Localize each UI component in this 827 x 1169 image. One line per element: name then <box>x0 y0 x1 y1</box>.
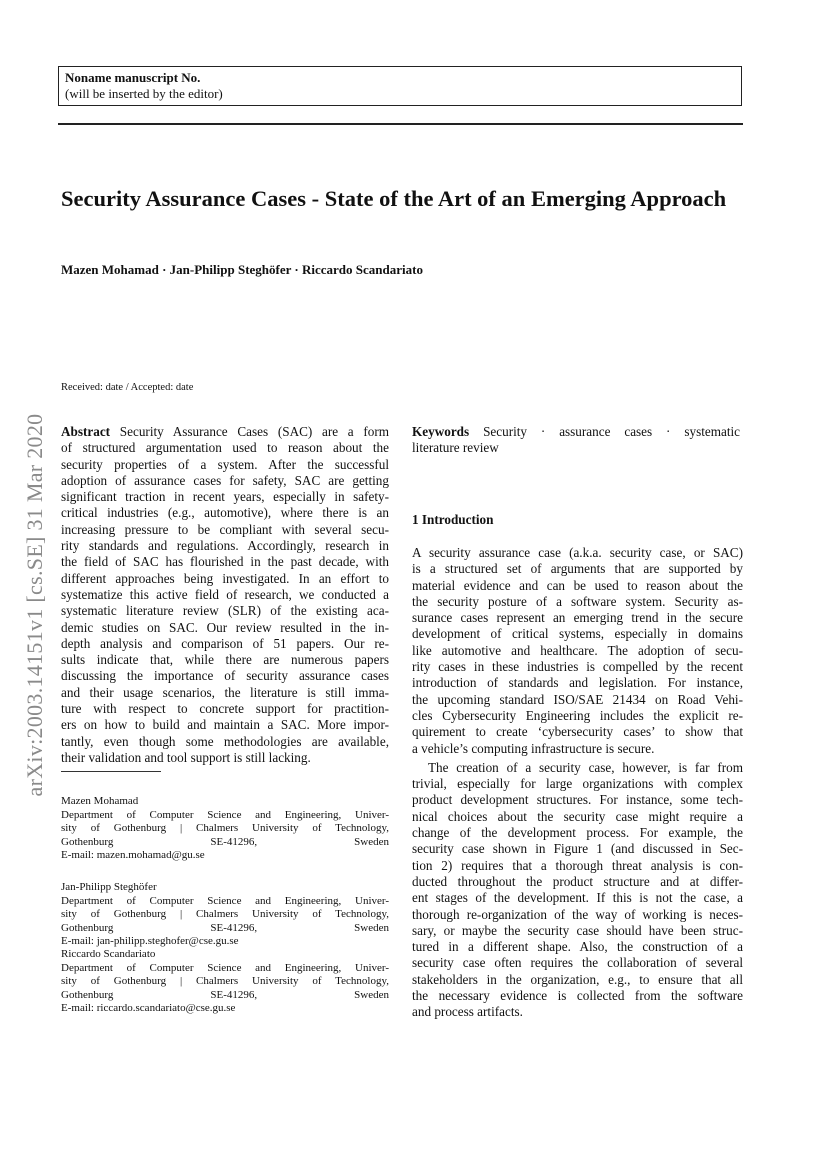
text-line: security case shown in Figure 1 (and discussed in Sec- <box>412 841 743 857</box>
text-line: is a structured set of arguments that are supported by <box>412 561 743 577</box>
text-line: rity standards and regulations. Accordingly, research in <box>61 538 389 554</box>
text-line: tion 2) requires that a thorough threat analysis is con- <box>412 857 743 873</box>
text-line: cles Cybersecurity Engineering includes the explicit re- <box>412 707 743 723</box>
text-line: tantly, even though some methodologies are available, <box>61 733 389 749</box>
author-footnote <box>61 948 389 1016</box>
author-footnote <box>61 881 389 949</box>
text-line: sults indicate that, while there are numerous papers <box>61 652 389 668</box>
text-line: ture with respect to concrete support for practition- <box>61 701 389 717</box>
text-line: systematic literature review (SLR) of the existing aca- <box>61 603 389 619</box>
manuscript-number: Noname manuscript No. <box>65 70 201 85</box>
text-line: systematize this active field of research, we conducted a <box>61 586 389 602</box>
text-line: quirement to create ‘cybersecurity cases’ to show that <box>412 724 743 740</box>
text-line: development of critical systems, especially in domains <box>412 626 743 642</box>
text-line: literature review <box>412 440 499 456</box>
text-line: the necessary evidence is collected from the software <box>412 988 743 1004</box>
text-line: surance cases represent an emerging trend in the secure <box>412 610 743 626</box>
text-line: critical industries (e.g., automotive), where there is an <box>61 505 389 521</box>
text-line: Gothenburg SE-41296, Sweden <box>61 921 389 934</box>
text-line: security properties of a system. After the successful <box>61 456 389 472</box>
footnote-author-name: Riccardo Scandariato <box>61 948 156 960</box>
text-line: Gothenburg SE-41296, Sweden <box>61 835 389 848</box>
text-line: sity of Gothenburg | Chalmers University of Technology, <box>61 908 389 921</box>
text-line: the upcoming standard ISO/SAE 21434 on Road Vehi- <box>412 691 743 707</box>
text-line: rity cases in these industries is compelled by the recent <box>412 659 743 675</box>
abstract <box>61 424 389 766</box>
text-line: A security assurance case (a.k.a. security case, or SAC) <box>412 545 743 560</box>
text-line: adoption of assurance cases for safety, SAC are getting <box>61 472 389 488</box>
text-line: their validation and tool support is still lacking. <box>61 749 311 765</box>
received-date: Received: date / Accepted: date <box>61 382 194 393</box>
text-line: stakeholders in the organization, e.g., to ensure that all <box>412 971 743 987</box>
text-line: and process artifacts. <box>412 1004 523 1020</box>
text-line: sity of Gothenburg | Chalmers University of Technology, <box>61 975 389 988</box>
text-line: E-mail: mazen.mohamad@gu.se <box>61 849 205 862</box>
text-line: ers on how to build and maintain a SAC. More impor- <box>61 717 389 733</box>
inline-label: Keywords <box>412 424 470 439</box>
text-line: ducted throughout the product structure and at differ- <box>412 873 743 889</box>
text-line: increasing pressure to be compliant with several secu- <box>61 521 389 537</box>
text-line: and their usage scenarios, the literature is still imma- <box>61 684 389 700</box>
text-line: sary, or maybe the security case should have been struc- <box>412 922 743 938</box>
header-rule <box>58 123 743 125</box>
keywords <box>412 424 740 457</box>
text-line: Department of Computer Science and Engineering, Univer- <box>61 894 389 907</box>
text-line: Gothenburg SE-41296, Sweden <box>61 988 389 1001</box>
text-line: like automotive and healthcare. The adoption of secu- <box>412 642 743 658</box>
text-line: the field of SAC has flourished in the past decade, with <box>61 554 389 570</box>
text-line: trivial, especially for large organizations with complex <box>412 776 743 792</box>
text-line: demic studies on SAC. Our review resulted in the in- <box>61 619 389 635</box>
text-line: a vehicle’s computing infrastructure is secure. <box>412 740 655 756</box>
text-line: tured in a different shape. Also, the construction of a <box>412 939 743 955</box>
text-line: Department of Computer Science and Engineering, Univer- <box>61 961 389 974</box>
paper-title: Security Assurance Cases - State of the Art of an Emerging Approach <box>61 186 727 211</box>
arxiv-identifier: arXiv:2003.14151v1 [cs.SE] 31 Mar 2020 <box>22 413 47 797</box>
editor-note: (will be inserted by the editor) <box>65 86 223 101</box>
text-line: product development structures. For instance, some tech- <box>412 792 743 808</box>
footnote-author-name: Mazen Mohamad <box>61 795 139 807</box>
text-line: Department of Computer Science and Engineering, Univer- <box>61 808 389 821</box>
text-line: depth analysis and comparison of 51 papers. Our re- <box>61 635 389 651</box>
introduction-body <box>412 545 743 1021</box>
text-line: Abstract Security Assurance Cases (SAC) are a form <box>61 424 390 439</box>
footnote-author-name: Jan-Philipp Steghöfer <box>61 881 157 893</box>
text-line: different approaches being investigated. In an effort to <box>61 570 389 586</box>
footnote-rule <box>61 771 161 772</box>
text-line: E-mail: riccardo.scandariato@cse.gu.se <box>61 1002 236 1015</box>
text-line: significant traction in recent years, especially in safety- <box>61 489 389 505</box>
text-line: nical choices about the security case might require a <box>412 808 743 824</box>
text-line: ent stages of the development. If this is not the case, a <box>412 890 743 906</box>
text-line: material evidence and can be used to reason about the <box>412 577 743 593</box>
text-line: change of the development process. For example, the <box>412 825 743 841</box>
text-line: E-mail: jan-philipp.steghofer@cse.gu.se <box>61 935 239 948</box>
manuscript-header-box <box>58 66 742 106</box>
text-line: the security posture of a software system. Security as- <box>412 593 743 609</box>
text-line: of structured argumentation used to reason about the <box>61 440 389 456</box>
author-footnote <box>61 795 389 863</box>
text-line: sity of Gothenburg | Chalmers University of Technology, <box>61 822 389 835</box>
text-line: thorough re-organization of the way of working is neces- <box>412 906 743 922</box>
author-list: Mazen Mohamad · Jan-Philipp Steghöfer · Riccardo Scandariato <box>61 262 423 277</box>
text-line: The creation of a security case, however, is far from <box>428 759 743 775</box>
text-line: introduction of standards and legislation. For instance, <box>412 675 743 691</box>
text-line: discussing the importance of security assurance cases <box>61 668 389 684</box>
section-heading-introduction: 1 Introduction <box>412 512 494 527</box>
text-line: security case often requires the collaboration of several <box>412 955 743 971</box>
text-line: Keywords Security · assurance cases · systematic <box>412 424 741 439</box>
inline-label: Abstract <box>61 424 111 439</box>
